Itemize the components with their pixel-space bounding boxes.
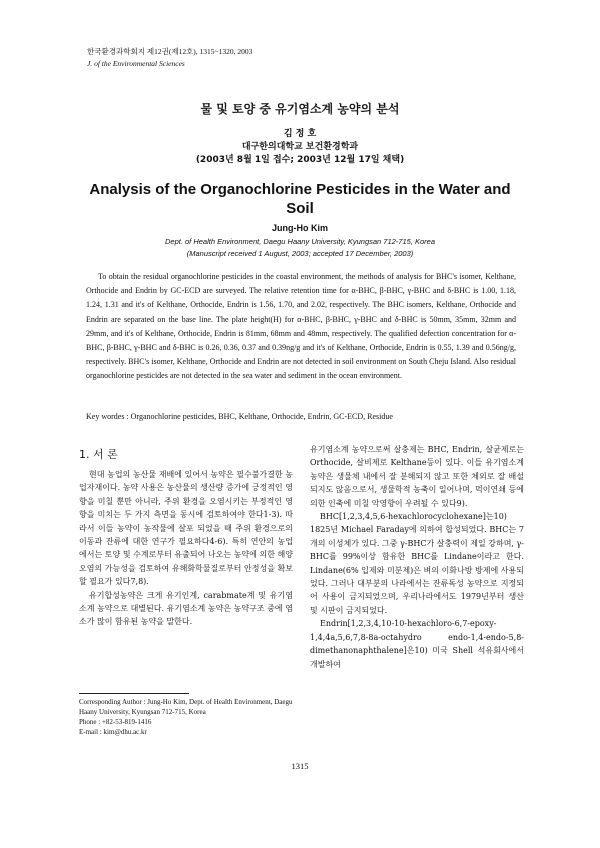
paragraph: 유기염소계 농약으로써 살충제는 BHC, Endrin, 살균제로는 Orthocide, 살비제로 Kelthane등이 있다. 이들 유기염소계 농약은 생물체 내에서 잘 분해되지 않고 또한 체외로 잘 배설되지도 않음으로서, 생물학적 농축이 일어나며, 먹이연쇄 등에 의한 인축에 미칠 악영향이 우려될 수 있다9). xyxy=(310,445,524,508)
author-affiliation-korean: 대구한의대학교 보건환경학과 xyxy=(241,142,359,152)
section-heading-introduction: 1. 서 론 xyxy=(79,448,118,461)
journal-header xyxy=(87,46,252,70)
paragraph: Endrin[1,2,3,4,10-10-hexachloro-6,7-epoxy-1,4,4a,5,6,7,8-8a-octahydro endo-1,4-endo-5,8-dimethanonaphthalene]은10) 미국 Shell 석유회사에서 개발하여 xyxy=(310,619,524,669)
title-korean: 물 및 토양 중 유기염소계 농약의 분석 xyxy=(200,102,400,116)
body-column-right xyxy=(310,443,524,671)
paragraph: BHC[1,2,3,4,5,6-hexachlorocyclohexane]는10) 1825년 Michael Faraday에 의하여 합성되었다. BHC는 7개의 이성체가 있다. 그중 γ-BHC가 살충력이 제일 강하며, γ-BHC를 99%이상 함유한 BHC를 Lindane이라고 한다. Lindane(6% 입제와 미분제)은 벼의 이화나방 방제에 사용되었다. 그러나 대부분의 나라에서는 잔류독성 농약으로 지정되어 사용이 금지되었으며, 우리나라에서도 1979년부터 생산 및 시판이 금지되었다. xyxy=(310,512,524,615)
abstract: To obtain the residual organochlorine pesticides in the coastal environment, the methods of analysis for BHC's isomer, Kelthane, Orthocide and Endrin by GC-ECD are surveyed. The relative retention time for α-BHC, β-BHC, γ-BHC and δ-BHC is 1.00, 1.18, 1.24, 1.31 and it's of Kelthane, Orthocide, Endrin is 1.56, 1.70, and 2.02, respectively. The BHC isomers, Kelthane, Orthocide and Endrin are separated on the base line. The plate height(H) for α-BHC, β-BHC, γ-BHC and δ-BHC is 50mm, 35mm, 32mm and 29mm, and it's of Kelthane, Orthocide, Endrin is 81mm, 68mm and 48mm, respectively. The qualified defection concentration for α-BHC, β-BHC, γ-BHC and δ-BHC is 0.26, 0.36, 0.37 and 0.39ng/g and it's of Kelthane, Orthocide, Endrin is 0.55, 1.39 and 0.56ng/g, respectively. BHC's isomer, Kelthane, Orthocide and Endrin are not detected in soil environment on South Cheju Island. Also residual organochlorine pesticides are not detected in the sea water and sediment in the ocean environment. xyxy=(86,272,516,381)
paragraph: 유기합성농약은 크게 유기인계, carabmate계 및 유기염소계 농약으로 대별된다. 유기염소계 농약은 농약구조 중에 염소가 많이 함유된 농약을 말한다. xyxy=(79,590,293,627)
phone: Phone : +82-53-819-1416 xyxy=(79,718,152,726)
author-block-english xyxy=(0,236,600,260)
journal-name: J. of the Environmental Sciences xyxy=(87,59,185,68)
page-number: 1315 xyxy=(291,761,309,771)
email: E-mail : kim@dhu.ac.kr xyxy=(79,728,147,736)
corresponding-author-footnote xyxy=(79,697,295,737)
author-block-korean xyxy=(0,128,600,167)
author-affiliation-english: Dept. of Health Environment, Daegu Haany University, Kyungsan 712-715, Korea xyxy=(164,237,435,246)
paragraph: 현대 농업의 농산물 재배에 있어서 농약은 필수불가결한 농업자재이다. 농약 사용은 농산물의 생산량 증가에 긍정적인 영향을 미칠 뿐만 아니라, 주위 환경을 오염시키는 부정적인 영향을 미치는 두 가지 측면을 동시에 검토하여야 한다1-3). 따라서 이들 농약이 농작물에 살포 되었을 때 주위 환경으로의 이동과 잔류에 대한 연구가 필요하다4-6). 특히 연안의 농업에서는 토양 및 수계로부터 유출되어 나오는 농약에 의한 해양오염의 가능성을 검토하여 유해화학물질로부터 안정성을 확보할 필요가 있다7,8). xyxy=(79,470,293,587)
title-english: Analysis of the Organochlorine Pesticides in the Water and Soil xyxy=(89,181,511,217)
body-column-left xyxy=(79,440,293,629)
keywords: Key wordes : Organochlorine pesticides, BHC, Kelthane, Orthocide, Endrin, GC-ECD, Residue xyxy=(86,412,393,421)
author-name-korean: 김 정 호 xyxy=(283,129,317,139)
author-name-english: Jung-Ho Kim xyxy=(272,223,328,233)
corresponding-author: Corresponding Author : Jung-Ho Kim, Dept. of Health Environment, Daegu Haany University, Kyungsan 712-715, Korea xyxy=(79,698,293,716)
journal-citation: 한국환경과학회지 제12권(제12호), 1315~1320, 2003 xyxy=(87,47,253,56)
received-date-english: (Manuscript received 1 August, 2003; accepted 17 December, 2003) xyxy=(186,249,414,258)
footnote-separator xyxy=(79,693,189,694)
received-date-korean: (2003년 8월 1일 접수; 2003년 12월 17일 채택) xyxy=(195,155,405,165)
